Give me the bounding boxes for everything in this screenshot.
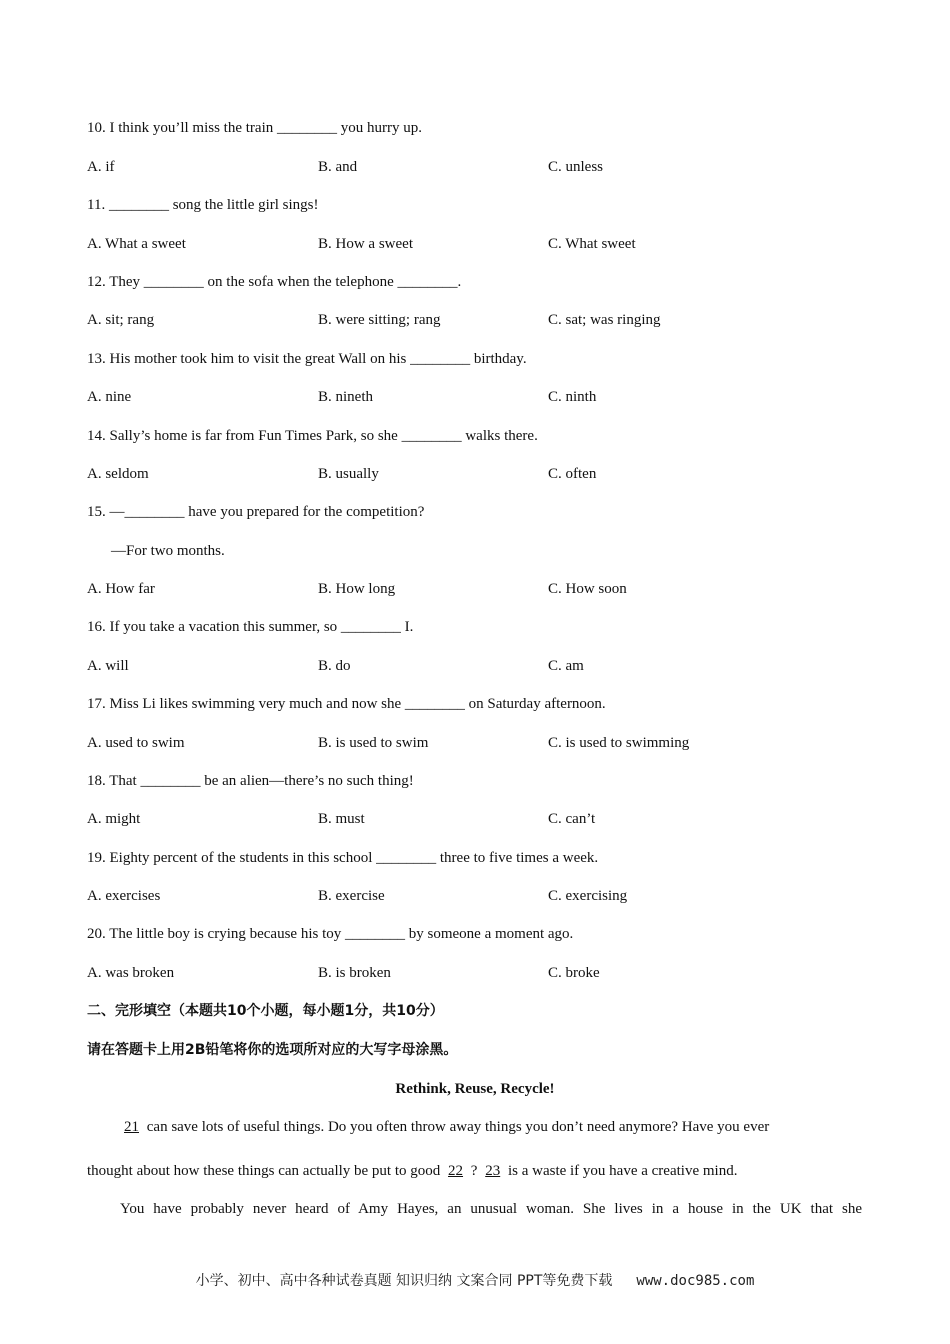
option-b: B. How a sweet (318, 236, 413, 252)
question-10-options (87, 158, 867, 176)
option-a: A. What a sweet (87, 236, 186, 252)
option-c: C. can’t (548, 811, 596, 827)
passage-text: can save lots of useful things. Do you often throw away things you don’t need anymore? Have you ever (143, 1119, 770, 1135)
question-13-stem: 13. His mother took him to visit the great Wall on his ________ birthday. (87, 351, 527, 367)
blank-22: 22 (448, 1163, 464, 1179)
option-c: C. sat; was ringing (548, 312, 661, 328)
question-13-options (87, 388, 867, 406)
option-c: C. often (548, 466, 597, 482)
passage-text: ? (467, 1163, 482, 1179)
question-10-stem: 10. I think you’ll miss the train ________ you hurry up. (87, 120, 422, 136)
option-b: B. must (318, 811, 365, 827)
option-c: C. exercising (548, 888, 628, 904)
passage-text: thought about how these things can actually be put to good (87, 1163, 445, 1179)
question-15-options (87, 580, 867, 598)
passage-text: is a waste if you have a creative mind. (504, 1163, 738, 1179)
option-c: C. ninth (548, 389, 597, 405)
question-19-stem: 19. Eighty percent of the students in this school ________ three to five times a week. (87, 850, 599, 866)
option-c: C. unless (548, 159, 604, 175)
option-a: A. How far (87, 581, 155, 597)
question-14-stem: 14. Sally’s home is far from Fun Times Park, so she ________ walks there. (87, 428, 538, 444)
blank-21: 21 (124, 1119, 139, 1135)
section-instruction: 请在答题卡上用2B铅笔将你的选项所对应的大写字母涂黑。 (87, 1042, 458, 1058)
option-a: A. might (87, 811, 141, 827)
option-a: A. exercises (87, 888, 161, 904)
option-b: B. nineth (318, 389, 373, 405)
passage-line-2 (87, 1162, 863, 1180)
question-17-options (87, 734, 867, 752)
question-11-options (87, 235, 867, 253)
question-18-stem: 18. That ________ be an alien—there’s no such thing! (87, 773, 414, 789)
question-14-options (87, 465, 867, 483)
question-16-stem: 16. If you take a vacation this summer, so ________ I. (87, 619, 414, 635)
question-15-stem: 15. —________ have you prepared for the competition? (87, 504, 425, 520)
option-a: A. if (87, 159, 115, 175)
option-c: C. is used to swimming (548, 735, 690, 751)
question-18-options (87, 810, 867, 828)
blank-23: 23 (485, 1163, 501, 1179)
option-b: B. and (318, 159, 358, 175)
option-a: A. was broken (87, 965, 175, 981)
footer-url: www.doc985.com (636, 1273, 755, 1289)
question-11-stem: 11. ________ song the little girl sings! (87, 197, 319, 213)
question-17-stem: 17. Miss Li likes swimming very much and now she ________ on Saturday afternoon. (87, 696, 606, 712)
passage-line-3: You have probably never heard of Amy Hayes, an unusual woman. She lives in a house in the UK that she (120, 1201, 862, 1217)
option-a: A. nine (87, 389, 132, 405)
option-b: B. is broken (318, 965, 391, 981)
option-a: A. used to swim (87, 735, 185, 751)
question-20-stem: 20. The little boy is crying because his toy ________ by someone a moment ago. (87, 926, 574, 942)
option-c: C. How soon (548, 581, 627, 597)
option-b: B. usually (318, 466, 379, 482)
question-16-options (87, 657, 867, 675)
option-c: C. am (548, 658, 584, 674)
option-b: B. How long (318, 581, 396, 597)
question-15-reply: —For two months. (111, 543, 225, 559)
question-20-options (87, 964, 867, 982)
option-b: B. exercise (318, 888, 385, 904)
section-heading: 二、完形填空（本题共10个小题，每小题1分，共10分） (87, 1003, 444, 1019)
option-c: C. What sweet (548, 236, 636, 252)
option-c: C. broke (548, 965, 600, 981)
option-a: A. seldom (87, 466, 149, 482)
option-b: B. do (318, 658, 351, 674)
passage-title: Rethink, Reuse, Recycle! (395, 1081, 555, 1097)
question-19-options (87, 887, 867, 905)
question-12-stem: 12. They ________ on the sofa when the telephone ________. (87, 274, 462, 290)
passage-line-1 (120, 1118, 863, 1136)
option-b: B. is used to swim (318, 735, 429, 751)
option-a: A. will (87, 658, 129, 674)
option-a: A. sit; rang (87, 312, 155, 328)
question-12-options (87, 311, 867, 329)
page-footer (0, 1270, 950, 1290)
footer-text: 小学、初中、高中各种试卷真题 知识归纳 文案合同 PPT等免费下载 (195, 1273, 613, 1289)
option-b: B. were sitting; rang (318, 312, 441, 328)
